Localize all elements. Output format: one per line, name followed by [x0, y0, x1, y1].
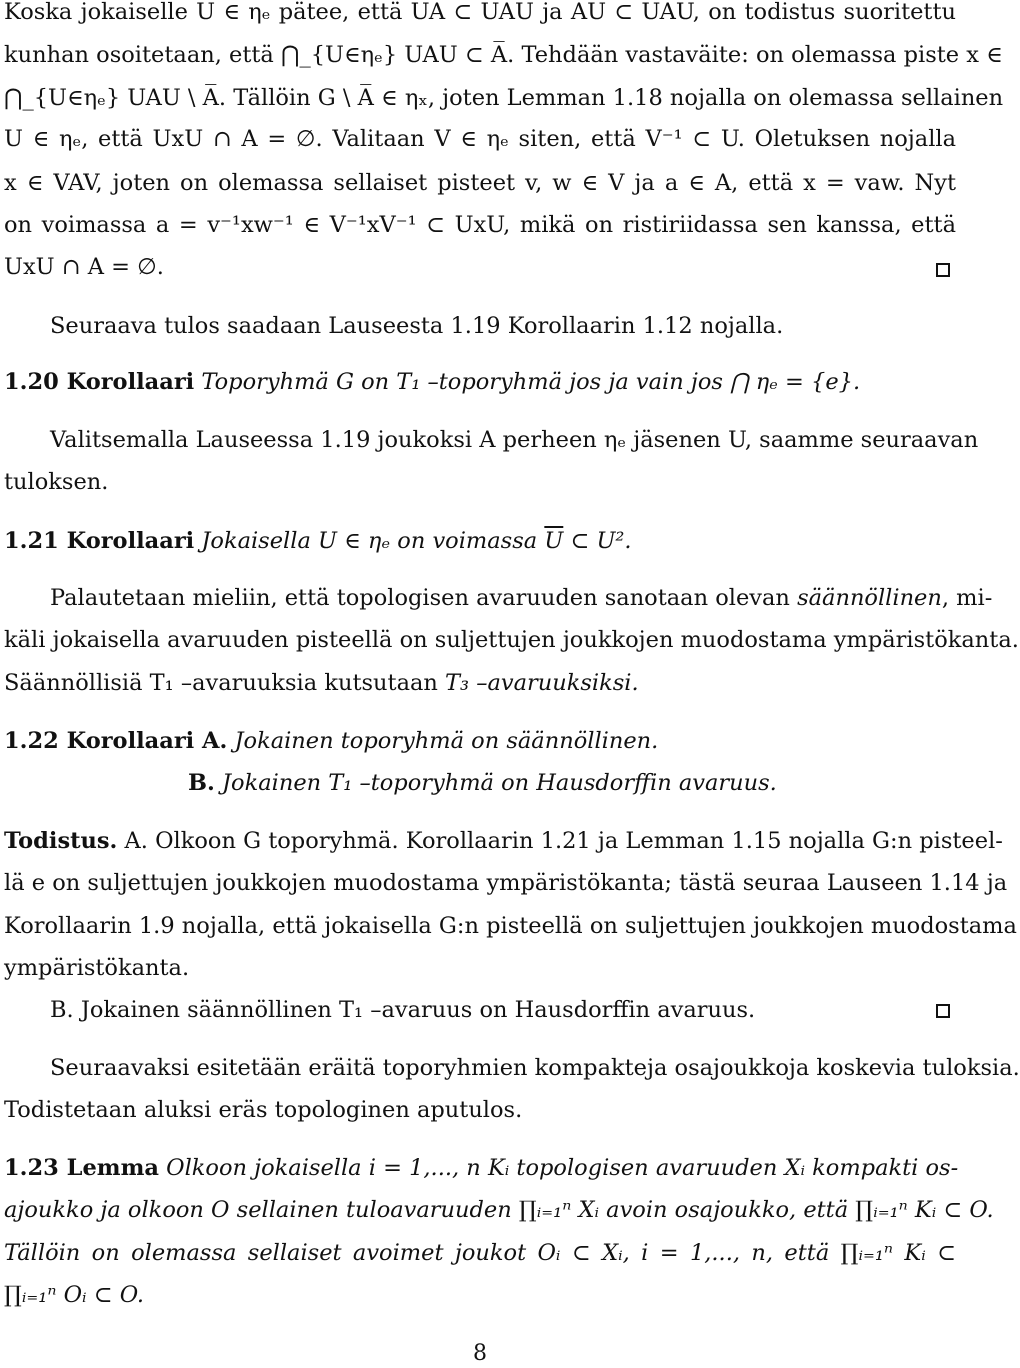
corollary-label: 1.21 Korollaari	[4, 528, 195, 554]
lemma-1-23-line-1	[4, 1153, 959, 1183]
text: A. Olkoon G toporyhmä. Korollaarin 1.21 ja Lemman 1.15 nojalla G:n pisteel-	[124, 828, 1003, 854]
proof-122-line-2: lä e on suljettujen joukkojen muodostama ympäristökanta; tästä seuraa Lauseen 1.14 ja	[4, 870, 1008, 896]
proof-line-4: U ∈ ηₑ, että UxU ∩ A = ∅. Valitaan V ∈ ηₑ siten, että V⁻¹ ⊂ U. Oletuksen nojalla	[4, 126, 956, 152]
corollary-label: 1.20 Korollaari	[4, 369, 195, 395]
paragraph-palautetaan-line-2: käli jokaisella avaruuden pisteellä on suljettujen joukkojen muodostama ympäristökanta.	[4, 627, 1019, 653]
lemma-label: 1.23 Lemma	[4, 1155, 159, 1181]
paragraph-seuraavaksi-line-2: Todistetaan aluksi eräs topologinen aputulos.	[4, 1097, 523, 1123]
corollary-text-after: ⊂ U².	[563, 528, 632, 554]
corollary-label-b: B.	[188, 770, 215, 796]
paragraph-palautetaan-line-3	[4, 668, 956, 698]
proof-122-line-1	[4, 826, 1003, 856]
paragraph-valitsemalla-line-1: Valitsemalla Lauseessa 1.19 joukoksi A perheen ηₑ jäsenen U, saamme seuraavan	[50, 427, 979, 453]
corollary-text: Toporyhmä G on T₁ –toporyhmä jos ja vain jos ⋂ ηₑ = {e}.	[201, 369, 861, 395]
closure-U: $\overline{U}$	[544, 528, 564, 554]
paragraph-seuraavaksi-line-1: Seuraavaksi esitetään eräitä toporyhmien kompakteja osajoukkoja koskevia tuloksia.	[50, 1055, 1020, 1081]
qed-square-icon	[936, 1004, 950, 1018]
corollary-text-b: Jokainen T₁ –toporyhmä on Hausdorffin avaruus.	[222, 770, 777, 796]
proof-122-line-3: Korollaarin 1.9 nojalla, että jokaisella G:n pisteellä on suljettujen joukkojen muodostama	[4, 913, 1017, 939]
term-saannollinen: säännöllinen	[797, 585, 942, 611]
proof-label: Todistus.	[4, 828, 118, 854]
corollary-1-22-a	[4, 726, 956, 756]
corollary-label: 1.22 Korollaari A.	[4, 728, 228, 754]
proof-122-line-4: ympäristökanta.	[4, 955, 190, 981]
proof-line-7: UxU ∩ A = ∅.	[4, 254, 164, 280]
corollary-1-20	[4, 367, 956, 397]
proof-122-line-5: B. Jokainen säännöllinen T₁ –avaruus on Hausdorffin avaruus.	[50, 997, 756, 1023]
paragraph-seuraava: Seuraava tulos saadaan Lauseesta 1.19 Korollaarin 1.12 nojalla.	[50, 313, 784, 339]
text: , mi-	[941, 585, 993, 611]
page-number: 8	[473, 1341, 487, 1366]
corollary-1-21	[4, 526, 956, 556]
lemma-1-23-line-4: ∏ᵢ₌₁ⁿ Oᵢ ⊂ O.	[4, 1282, 145, 1308]
qed-square-icon	[936, 263, 950, 277]
corollary-text-before: Jokaisella U ∈ ηₑ on voimassa	[201, 528, 545, 554]
proof-line-2: kunhan osoitetaan, että ⋂_{U∈ηₑ} UAU ⊂ A̅. Tehdään vastaväite: on olemassa piste x ∈	[4, 42, 1003, 68]
text: Palautetaan mieliin, että topologisen avaruuden sanotaan olevan	[50, 585, 798, 611]
term-t3: T₃ –avaruuksiksi.	[445, 670, 639, 696]
lemma-1-23-line-3: Tällöin on olemassa sellaiset avoimet joukot Oᵢ ⊂ Xᵢ, i = 1,..., n, että ∏ᵢ₌₁ⁿ Kᵢ ⊂	[4, 1240, 956, 1266]
text: Säännöllisiä T₁ –avaruuksia kutsutaan	[4, 670, 446, 696]
proof-line-3: ⋂_{U∈ηₑ} UAU \ A̅. Tällöin G \ A̅ ∈ ηₓ, joten Lemman 1.18 nojalla on olemassa sellainen	[4, 85, 1004, 111]
paragraph-valitsemalla-line-2: tuloksen.	[4, 469, 109, 495]
paragraph-palautetaan-line-1	[50, 583, 993, 613]
corollary-text-a: Jokainen toporyhmä on säännöllinen.	[234, 728, 659, 754]
proof-line-5: x ∈ VAV, joten on olemassa sellaiset pisteet v, w ∈ V ja a ∈ A, että x = vaw. Nyt	[4, 170, 956, 196]
lemma-1-23-line-2: ajoukko ja olkoon O sellainen tuloavaruuden ∏ᵢ₌₁ⁿ Xᵢ avoin osajoukko, että ∏ᵢ₌₁ⁿ Kᵢ ⊂ O.	[4, 1197, 994, 1223]
proof-line-6: on voimassa a = v⁻¹xw⁻¹ ∈ V⁻¹xV⁻¹ ⊂ UxU, mikä on ristiriidassa sen kanssa, että	[4, 212, 956, 238]
lemma-text: Olkoon jokaisella i = 1,..., n Kᵢ topologisen avaruuden Xᵢ kompakti os-	[166, 1155, 959, 1181]
proof-line-1: Koska jokaiselle U ∈ ηₑ pätee, että UA ⊂ UAU ja AU ⊂ UAU, on todistus suoritettu	[4, 0, 956, 25]
corollary-1-22-b	[188, 768, 956, 798]
